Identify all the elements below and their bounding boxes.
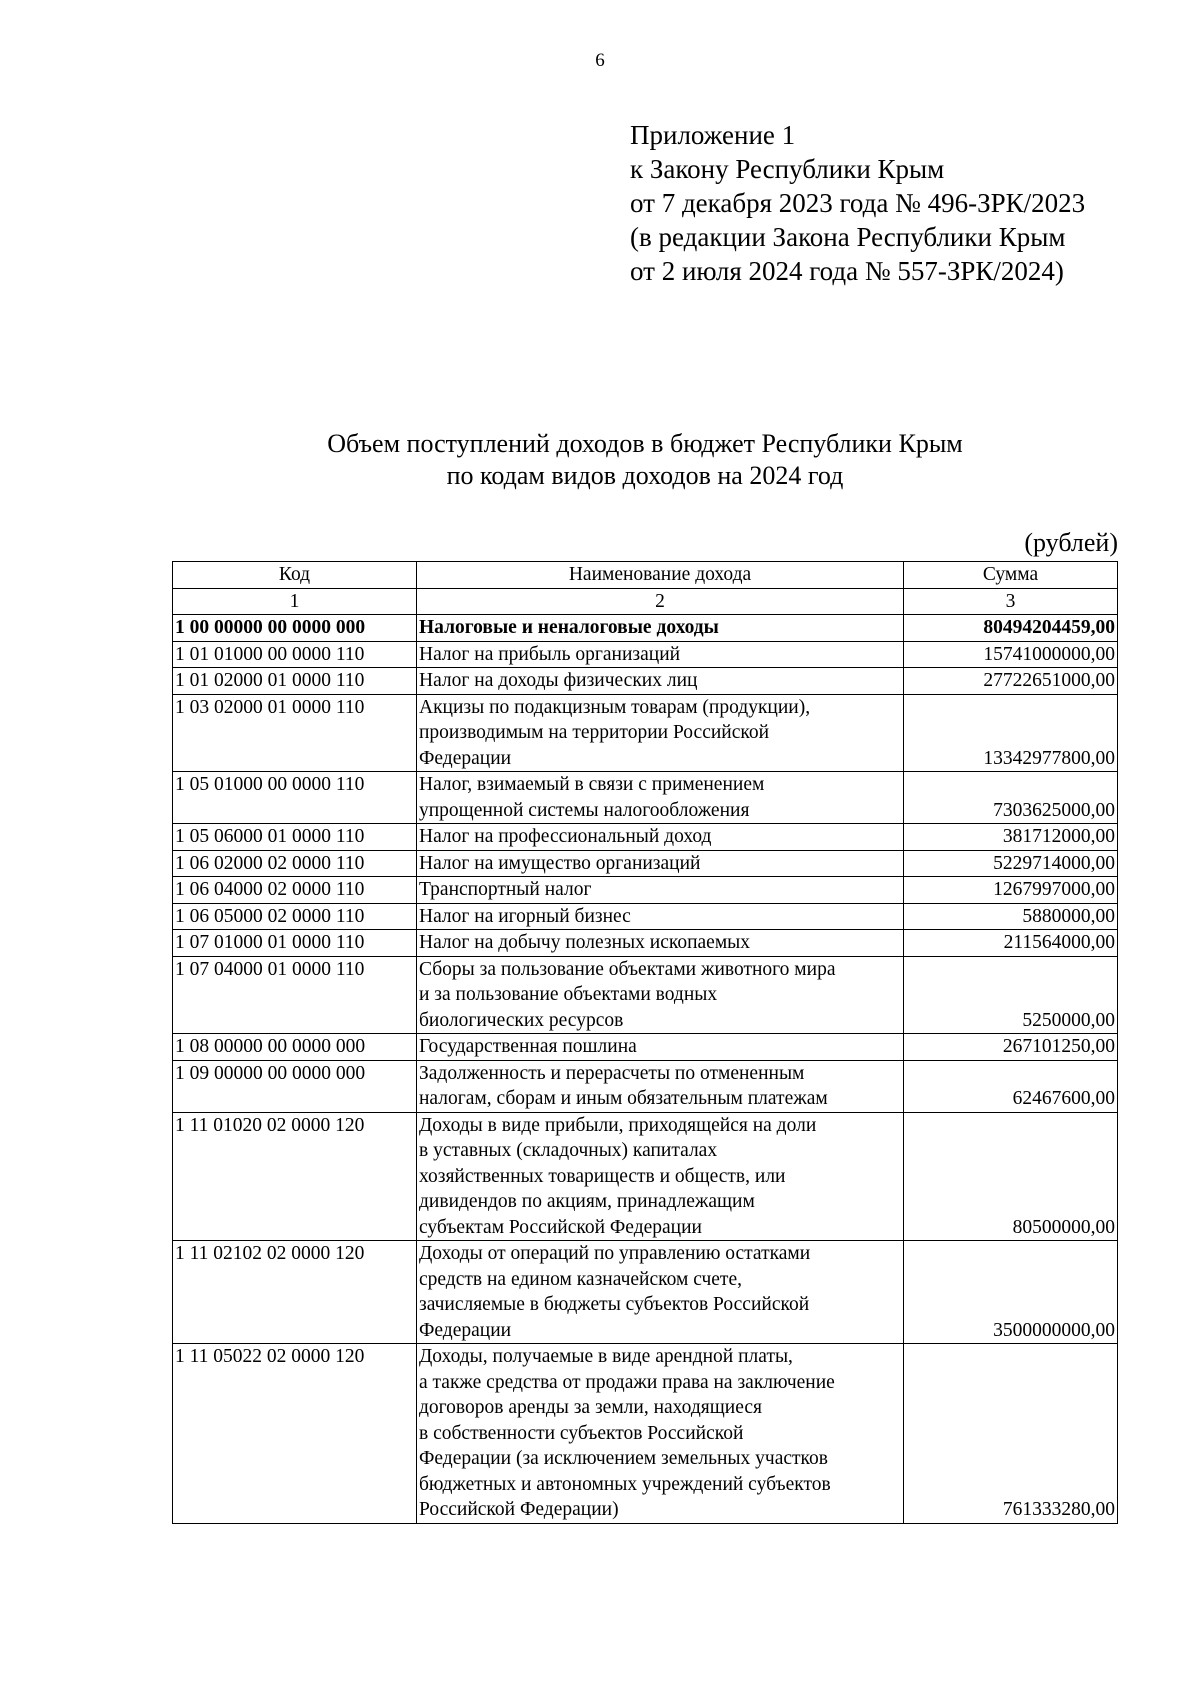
income-sum: 5880000,00 (904, 903, 1118, 930)
income-name-line: Налог, взимаемый в связи с применением (419, 774, 765, 795)
income-name-line: договоров аренды за земли, находящиеся (419, 1397, 762, 1418)
income-code: 1 01 01000 00 0000 110 (173, 641, 417, 668)
table-row (173, 850, 1118, 877)
table-row (173, 956, 1118, 1034)
income-name-line: Доходы от операций по управлению остатками (419, 1243, 811, 1264)
table-row (173, 668, 1118, 695)
income-code: 1 00 00000 00 0000 000 (173, 615, 417, 642)
page-number: 6 (595, 50, 605, 71)
income-name (417, 877, 904, 904)
table-row (173, 903, 1118, 930)
income-name-line: упрощенной системы налогообложения (419, 799, 750, 821)
income-name-line: Федерации (419, 1319, 512, 1341)
income-name (417, 1060, 904, 1112)
appendix-heading (630, 118, 1085, 288)
income-name-line: Налог на игорный бизнес (419, 905, 631, 927)
title-line: по кодам видов доходов на 2024 год (446, 461, 844, 490)
income-code: 1 03 02000 01 0000 110 (173, 694, 417, 772)
income-name-line: Налог на имущество организаций (419, 852, 701, 874)
income-name-line: в собственности субъектов Российской (419, 1422, 744, 1444)
income-sum: 15741000000,00 (904, 641, 1118, 668)
income-code: 1 11 05022 02 0000 120 (173, 1344, 417, 1524)
income-sum: 62467600,00 (904, 1060, 1118, 1112)
table-row (173, 1241, 1118, 1344)
income-name-line: и за пользование объектами водных (419, 984, 718, 1005)
income-name (417, 694, 904, 772)
income-sum: 761333280,00 (904, 1344, 1118, 1524)
table-row (173, 641, 1118, 668)
income-sum: 80494204459,00 (904, 615, 1118, 642)
table-row (173, 877, 1118, 904)
table-row (173, 1034, 1118, 1061)
currency-unit: (рублей) (1024, 528, 1118, 557)
appendix-line: (в редакции Закона Республики Крым (630, 222, 1066, 252)
income-name-line: Сборы за пользование объектами животного мира (419, 958, 836, 980)
income-name-line: Федерации (419, 747, 512, 769)
income-code: 1 09 00000 00 0000 000 (173, 1060, 417, 1112)
income-code: 1 07 01000 01 0000 110 (173, 930, 417, 957)
table-row (173, 694, 1118, 772)
income-sum: 13342977800,00 (904, 694, 1118, 772)
income-name (417, 772, 904, 824)
income-sum: 5229714000,00 (904, 850, 1118, 877)
income-sum: 267101250,00 (904, 1034, 1118, 1061)
header-code: Код (173, 562, 417, 589)
income-name (417, 1344, 904, 1524)
income-name (417, 903, 904, 930)
income-name-line: Налог на добычу полезных ископаемых (419, 932, 751, 953)
income-sum: 3500000000,00 (904, 1241, 1118, 1344)
table-row (173, 930, 1118, 957)
income-name (417, 641, 904, 668)
appendix-line: Приложение 1 (630, 120, 796, 150)
income-name-line: Акцизы по подакцизным товарам (продукции), (419, 696, 811, 718)
income-code: 1 06 02000 02 0000 110 (173, 850, 417, 877)
header-name: Наименование дохода (417, 562, 904, 589)
table-row (173, 1344, 1118, 1524)
income-name (417, 930, 904, 957)
income-sum: 1267997000,00 (904, 877, 1118, 904)
income-name-line: зачисляемые в бюджеты субъектов Российской (419, 1294, 810, 1315)
income-name-line: Российской Федерации) (419, 1499, 619, 1520)
income-name (417, 1112, 904, 1241)
income-name (417, 1034, 904, 1061)
income-code: 1 06 05000 02 0000 110 (173, 903, 417, 930)
income-name-line: хозяйственных товариществ и обществ, или (419, 1165, 786, 1187)
income-sum: 80500000,00 (904, 1112, 1118, 1241)
income-sum: 7303625000,00 (904, 772, 1118, 824)
income-code: 1 06 04000 02 0000 110 (173, 877, 417, 904)
income-name-line: Доходы, получаемые в виде арендной платы, (419, 1346, 793, 1367)
income-name-line: биологических ресурсов (419, 1009, 624, 1031)
revenue-table (172, 561, 1118, 1524)
table-row (173, 1112, 1118, 1241)
income-name (417, 668, 904, 695)
income-code: 1 05 01000 00 0000 110 (173, 772, 417, 824)
document-title (0, 428, 1200, 492)
income-code: 1 11 01020 02 0000 120 (173, 1112, 417, 1241)
income-name (417, 615, 904, 642)
income-name-line: средств на едином казначейском счете, (419, 1268, 742, 1290)
income-name-line: бюджетных и автономных учреждений субъектов (419, 1473, 831, 1495)
income-name-line: Налог на прибыль организаций (419, 643, 681, 665)
income-name-line: дивидендов по акциям, принадлежащим (419, 1191, 755, 1212)
income-name-line: производимым на территории Российской (419, 722, 770, 743)
income-sum: 5250000,00 (904, 956, 1118, 1034)
income-name-line: Задолженность и перерасчеты по отмененным (419, 1062, 805, 1084)
column-number: 2 (417, 588, 904, 615)
appendix-line: к Закону Республики Крым (630, 154, 945, 184)
income-name-line: Доходы в виде прибыли, приходящейся на доли (419, 1114, 817, 1136)
income-name-line: Налог на профессиональный доход (419, 826, 712, 847)
income-code: 1 07 04000 01 0000 110 (173, 956, 417, 1034)
income-name (417, 850, 904, 877)
income-name-line: в уставных (складочных) капиталах (419, 1140, 718, 1161)
income-name-line: Государственная пошлина (419, 1036, 637, 1057)
column-number-row (173, 588, 1118, 615)
income-name-line: налогам, сборам и иным обязательным платежам (419, 1088, 828, 1109)
income-sum: 27722651000,00 (904, 668, 1118, 695)
income-name-line: а также средства от продажи права на заключение (419, 1371, 835, 1393)
table-row (173, 772, 1118, 824)
income-name-line: Транспортный налог (419, 879, 592, 900)
income-code: 1 11 02102 02 0000 120 (173, 1241, 417, 1344)
income-code: 1 08 00000 00 0000 000 (173, 1034, 417, 1061)
table-header-row (173, 562, 1118, 589)
income-name (417, 824, 904, 851)
income-code: 1 01 02000 01 0000 110 (173, 668, 417, 695)
appendix-line: от 7 декабря 2023 года № 496-ЗРК/2023 (630, 188, 1086, 218)
income-name-line: Налоговые и неналоговые доходы (419, 617, 719, 638)
income-name (417, 956, 904, 1034)
income-name-line: Налог на доходы физических лиц (419, 670, 698, 691)
column-number: 3 (904, 588, 1118, 615)
header-sum: Сумма (904, 562, 1118, 589)
income-name-line: Федерации (за исключением земельных участков (419, 1448, 828, 1469)
income-sum: 381712000,00 (904, 824, 1118, 851)
income-sum: 211564000,00 (904, 930, 1118, 957)
income-name (417, 1241, 904, 1344)
appendix-line: от 2 июля 2024 года № 557-ЗРК/2024) (630, 256, 1064, 286)
income-name-line: субъектам Российской Федерации (419, 1216, 702, 1238)
column-number: 1 (173, 588, 417, 615)
title-line: Объем поступлений доходов в бюджет Республики Крым (327, 429, 963, 458)
table-row (173, 1060, 1118, 1112)
income-code: 1 05 06000 01 0000 110 (173, 824, 417, 851)
table-row (173, 615, 1118, 642)
table-row (173, 824, 1118, 851)
